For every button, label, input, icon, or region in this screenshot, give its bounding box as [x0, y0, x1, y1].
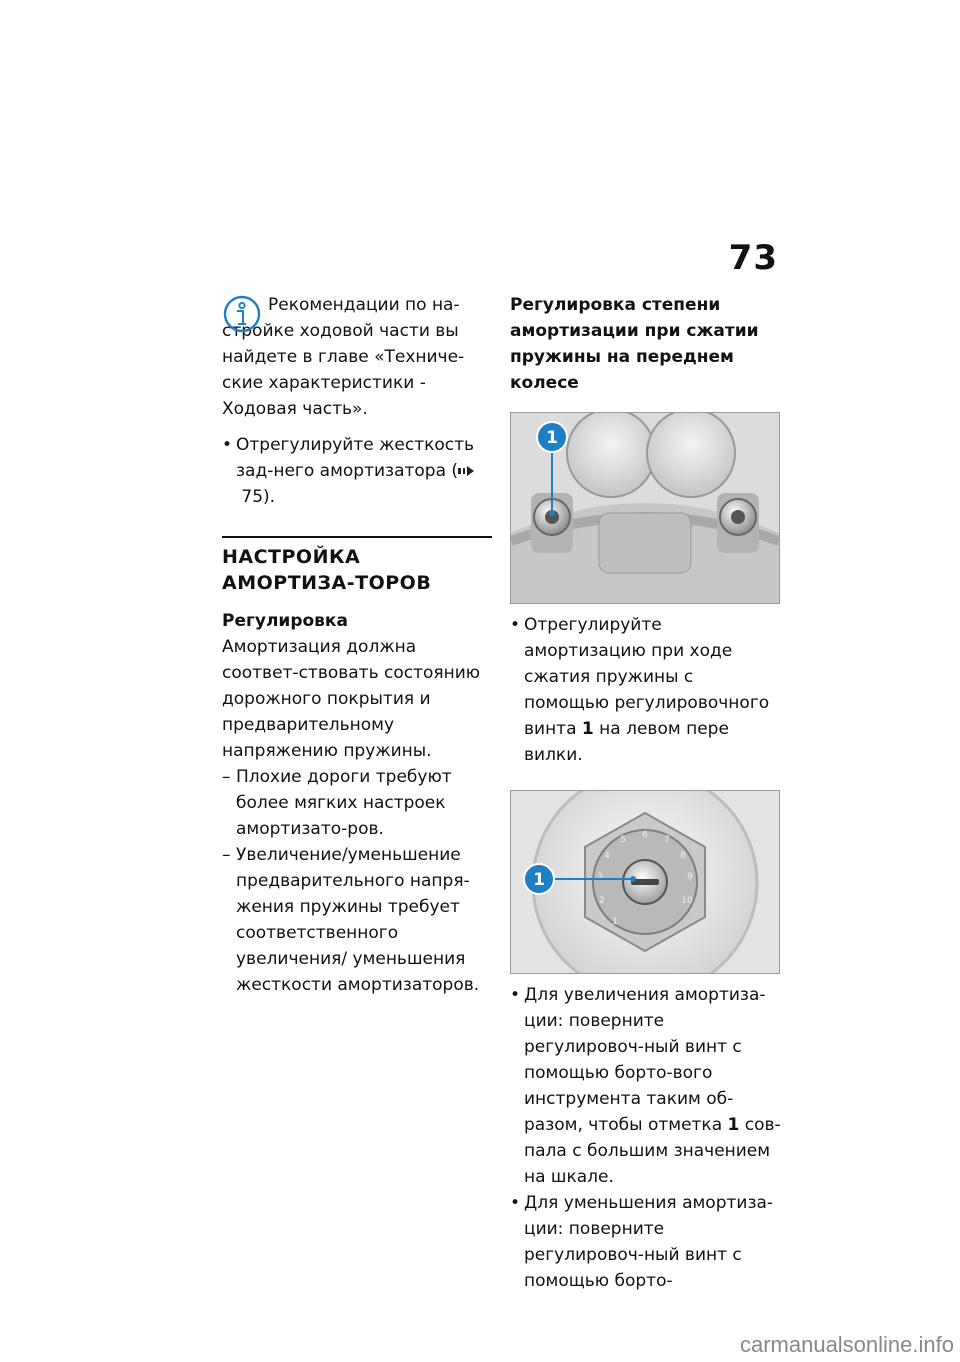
- adjuster-photo: [510, 790, 780, 974]
- bullet-text: Для уменьшения амортиза-ции: поверните регулировоч-ный винт с помощью борто-: [524, 1193, 774, 1291]
- list-item: [510, 1190, 782, 1294]
- bullet-text: на левом пере вилки.: [524, 719, 729, 765]
- page-number: 73: [728, 238, 778, 278]
- bullet-icon: •: [510, 1193, 521, 1213]
- info-note: [222, 292, 492, 422]
- dash-icon: –: [222, 845, 231, 865]
- bullet-icon: •: [510, 985, 521, 1005]
- list-item: [222, 764, 492, 842]
- scale-mark: 10: [681, 896, 693, 906]
- callout-reference: 1: [581, 719, 594, 739]
- scale-mark: 3: [597, 872, 603, 882]
- scale-mark: 7: [664, 835, 670, 845]
- info-icon: [222, 294, 262, 334]
- bullet-icon: •: [222, 435, 233, 455]
- adjuster-illustration: [511, 791, 779, 973]
- dash-text: Плохие дороги требуют более мягких настроек амортизато-ров.: [236, 767, 452, 839]
- watermark[interactable]: carmanualsonline.info: [739, 1332, 954, 1357]
- section-title: НАСТРОЙКА АМОРТИЗА-ТОРОВ: [222, 546, 432, 594]
- bullet-text: Отрегулируйте амортизацию при ходе сжатия пружины с помощью регулировочного винта: [524, 615, 770, 739]
- info-text: Рекомендации по на-стройке ходовой части вы найдете в главе «Техниче-ские характеристики - Ходовая часть».: [222, 295, 465, 419]
- arrow-right-icon: [458, 466, 474, 476]
- list-item: [510, 612, 782, 768]
- section-divider: [222, 536, 492, 538]
- list-item: [222, 432, 492, 510]
- dash-icon: –: [222, 767, 231, 787]
- callout-label: 1: [533, 870, 545, 890]
- page-reference[interactable]: 75).: [241, 487, 276, 507]
- scale-mark: 6: [642, 830, 648, 840]
- subheading: Регулировка: [222, 611, 348, 631]
- left-column: [222, 292, 492, 998]
- subsection-title: Регулировка степени амортизации при сжатии пружины на переднем колесе: [510, 295, 759, 393]
- right-column: [510, 292, 782, 1294]
- list-item: [222, 842, 492, 998]
- scale-mark: 9: [687, 872, 693, 882]
- paragraph: Амортизация должна соответ-ствовать состоянию дорожного покрытия и предварительному напряжению пружины.: [222, 637, 481, 761]
- callout-reference: 1: [727, 1115, 740, 1135]
- scale-mark: 8: [680, 851, 686, 861]
- scale-mark: 1: [612, 917, 618, 927]
- bullet-text: сов-пала с большим значением на шкале.: [524, 1115, 781, 1187]
- scale-mark: 2: [599, 896, 605, 906]
- bullet-text: Отрегулируйте жесткость зад-него амортизатора (: [236, 435, 475, 481]
- dash-text: Увеличение/уменьшение предварительного напря-жения пружины требует соответственного увеличения/ уменьшения жесткости амортизаторов.: [236, 845, 480, 995]
- list-item: [510, 982, 782, 1190]
- bullet-icon: •: [510, 615, 521, 635]
- scale-mark: 4: [604, 851, 610, 861]
- callout-label: 1: [546, 428, 558, 448]
- scale-mark: 5: [620, 835, 626, 845]
- bullet-text: Для увеличения амортиза-ции: поверните регулировоч-ный винт с помощью борто-вого инструмента таким об-разом, чтобы отметка: [524, 985, 766, 1135]
- fork-photo: [510, 412, 780, 604]
- fork-illustration: [511, 413, 779, 603]
